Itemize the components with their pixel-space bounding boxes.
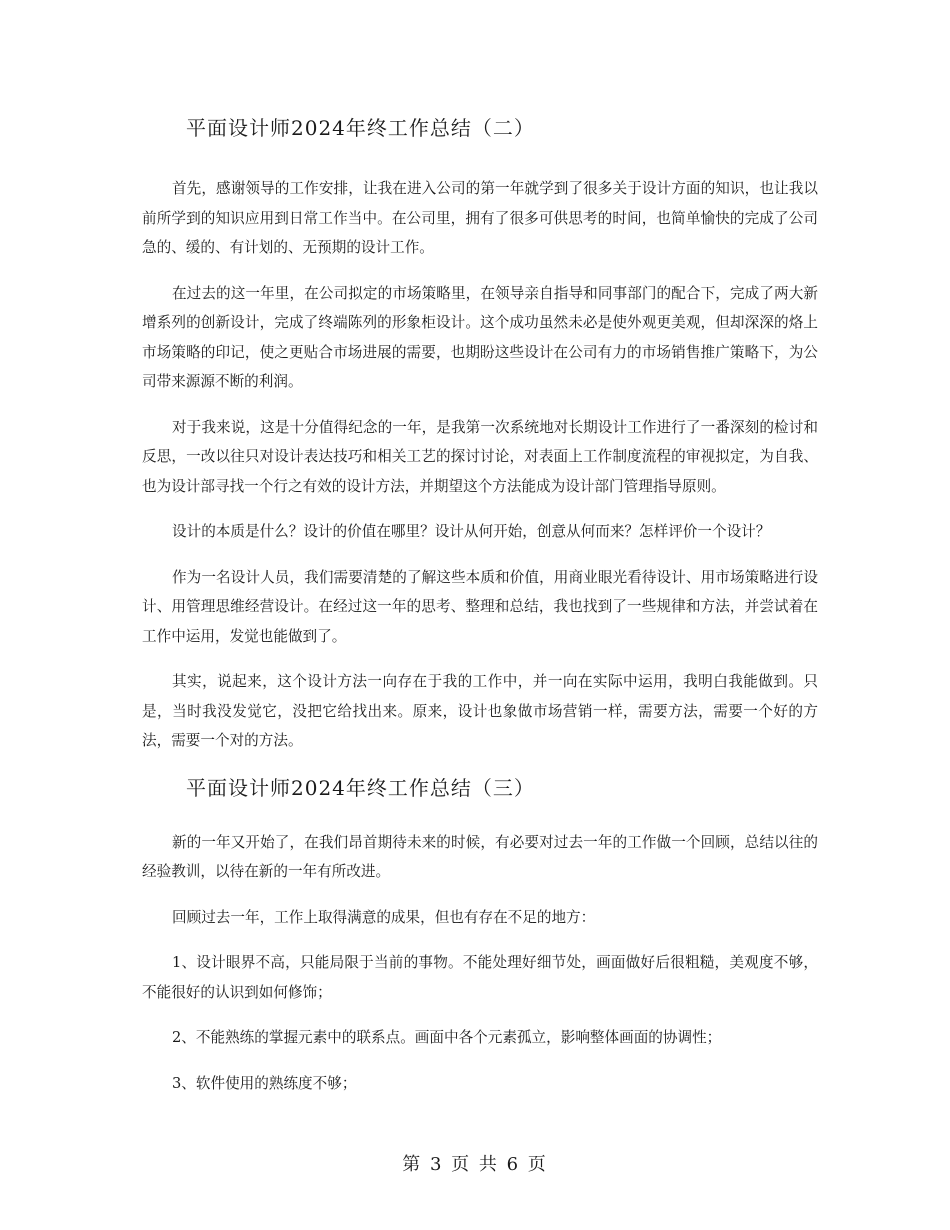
paragraph: 首先，感谢领导的工作安排，让我在进入公司的第一年就学到了很多关于设计方面的知识，也让我以前所学到的知识应用到日常工作当中。在公司里，拥有了很多可供思考的时间，也简单愉快的完成了公司急的、缓的、有计划的、无预期的设计工作。 <box>142 180 818 256</box>
section-title-2: 平面设计师2024年终工作总结（二） <box>186 116 535 140</box>
paragraph: 在过去的这一年里，在公司拟定的市场策略里，在领导亲自指导和同事部门的配合下，完成了两大新增系列的创新设计，完成了终端陈列的形象柜设计。这个成功虽然未必是使外观更美观，但却深深的烙上市场策略的印记，使之更贴合市场进展的需要，也期盼这些设计在公司有力的市场销售推广策略下，为公司带来源源不断的利润。 <box>142 284 818 390</box>
page-content <box>142 112 818 1114</box>
section-title-3: 平面设计师2024年终工作总结（三） <box>186 775 535 800</box>
paragraph: 作为一名设计人员，我们需要清楚的了解这些本质和价值，用商业眼光看待设计、用市场策略进行设计、用管理思维经营设计。在经过这一年的思考、整理和总结，我也找到了一些规律和方法，并尝试着在工作中运用，发觉也能做到了。 <box>142 568 818 645</box>
list-item: 2、不能熟练的掌握元素中的联系点。画面中各个元素孤立，影响整体画面的协调性； <box>172 1029 722 1046</box>
paragraph: 对于我来说，这是十分值得纪念的一年，是我第一次系统地对长期设计工作进行了一番深刻的检讨和反思，一改以往只对设计表达技巧和相关工艺的探讨讨论，对表面上工作制度流程的审视拟定，为自我、也为设计部寻找一个行之有效的设计方法，并期望这个方法能成为设计部门管理指导原则。 <box>142 418 818 495</box>
paragraph: 设计的本质是什么？设计的价值在哪里？设计从何开始，创意从何而来？怎样评价一个设计？ <box>172 523 771 540</box>
paragraph: 新的一年又开始了，在我们昂首期待未来的时候，有必要对过去一年的工作做一个回顾，总结以往的经验教训，以待在新的一年有所改进。 <box>142 833 818 880</box>
list-item: 3、软件使用的熟练度不够； <box>172 1074 357 1092</box>
paragraph: 其实，说起来，这个设计方法一向存在于我的工作中，并一向在实际中运用，我明白我能做到。只是，当时我没发觉它，没把它给找出来。原来，设计也象做市场营销一样，需要方法，需要一个好的方法，需要一个对的方法。 <box>142 673 818 749</box>
paragraph: 回顾过去一年，工作上取得满意的成果，但也有存在不足的地方： <box>172 908 596 926</box>
list-item: 1、设计眼界不高，只能局限于当前的事物。不能处理好细节处，画面做好后很粗糙，美观度不够，不能很好的认识到如何修饰； <box>142 954 818 1001</box>
page-number: 第 3 页 共 6 页 <box>402 1154 548 1175</box>
